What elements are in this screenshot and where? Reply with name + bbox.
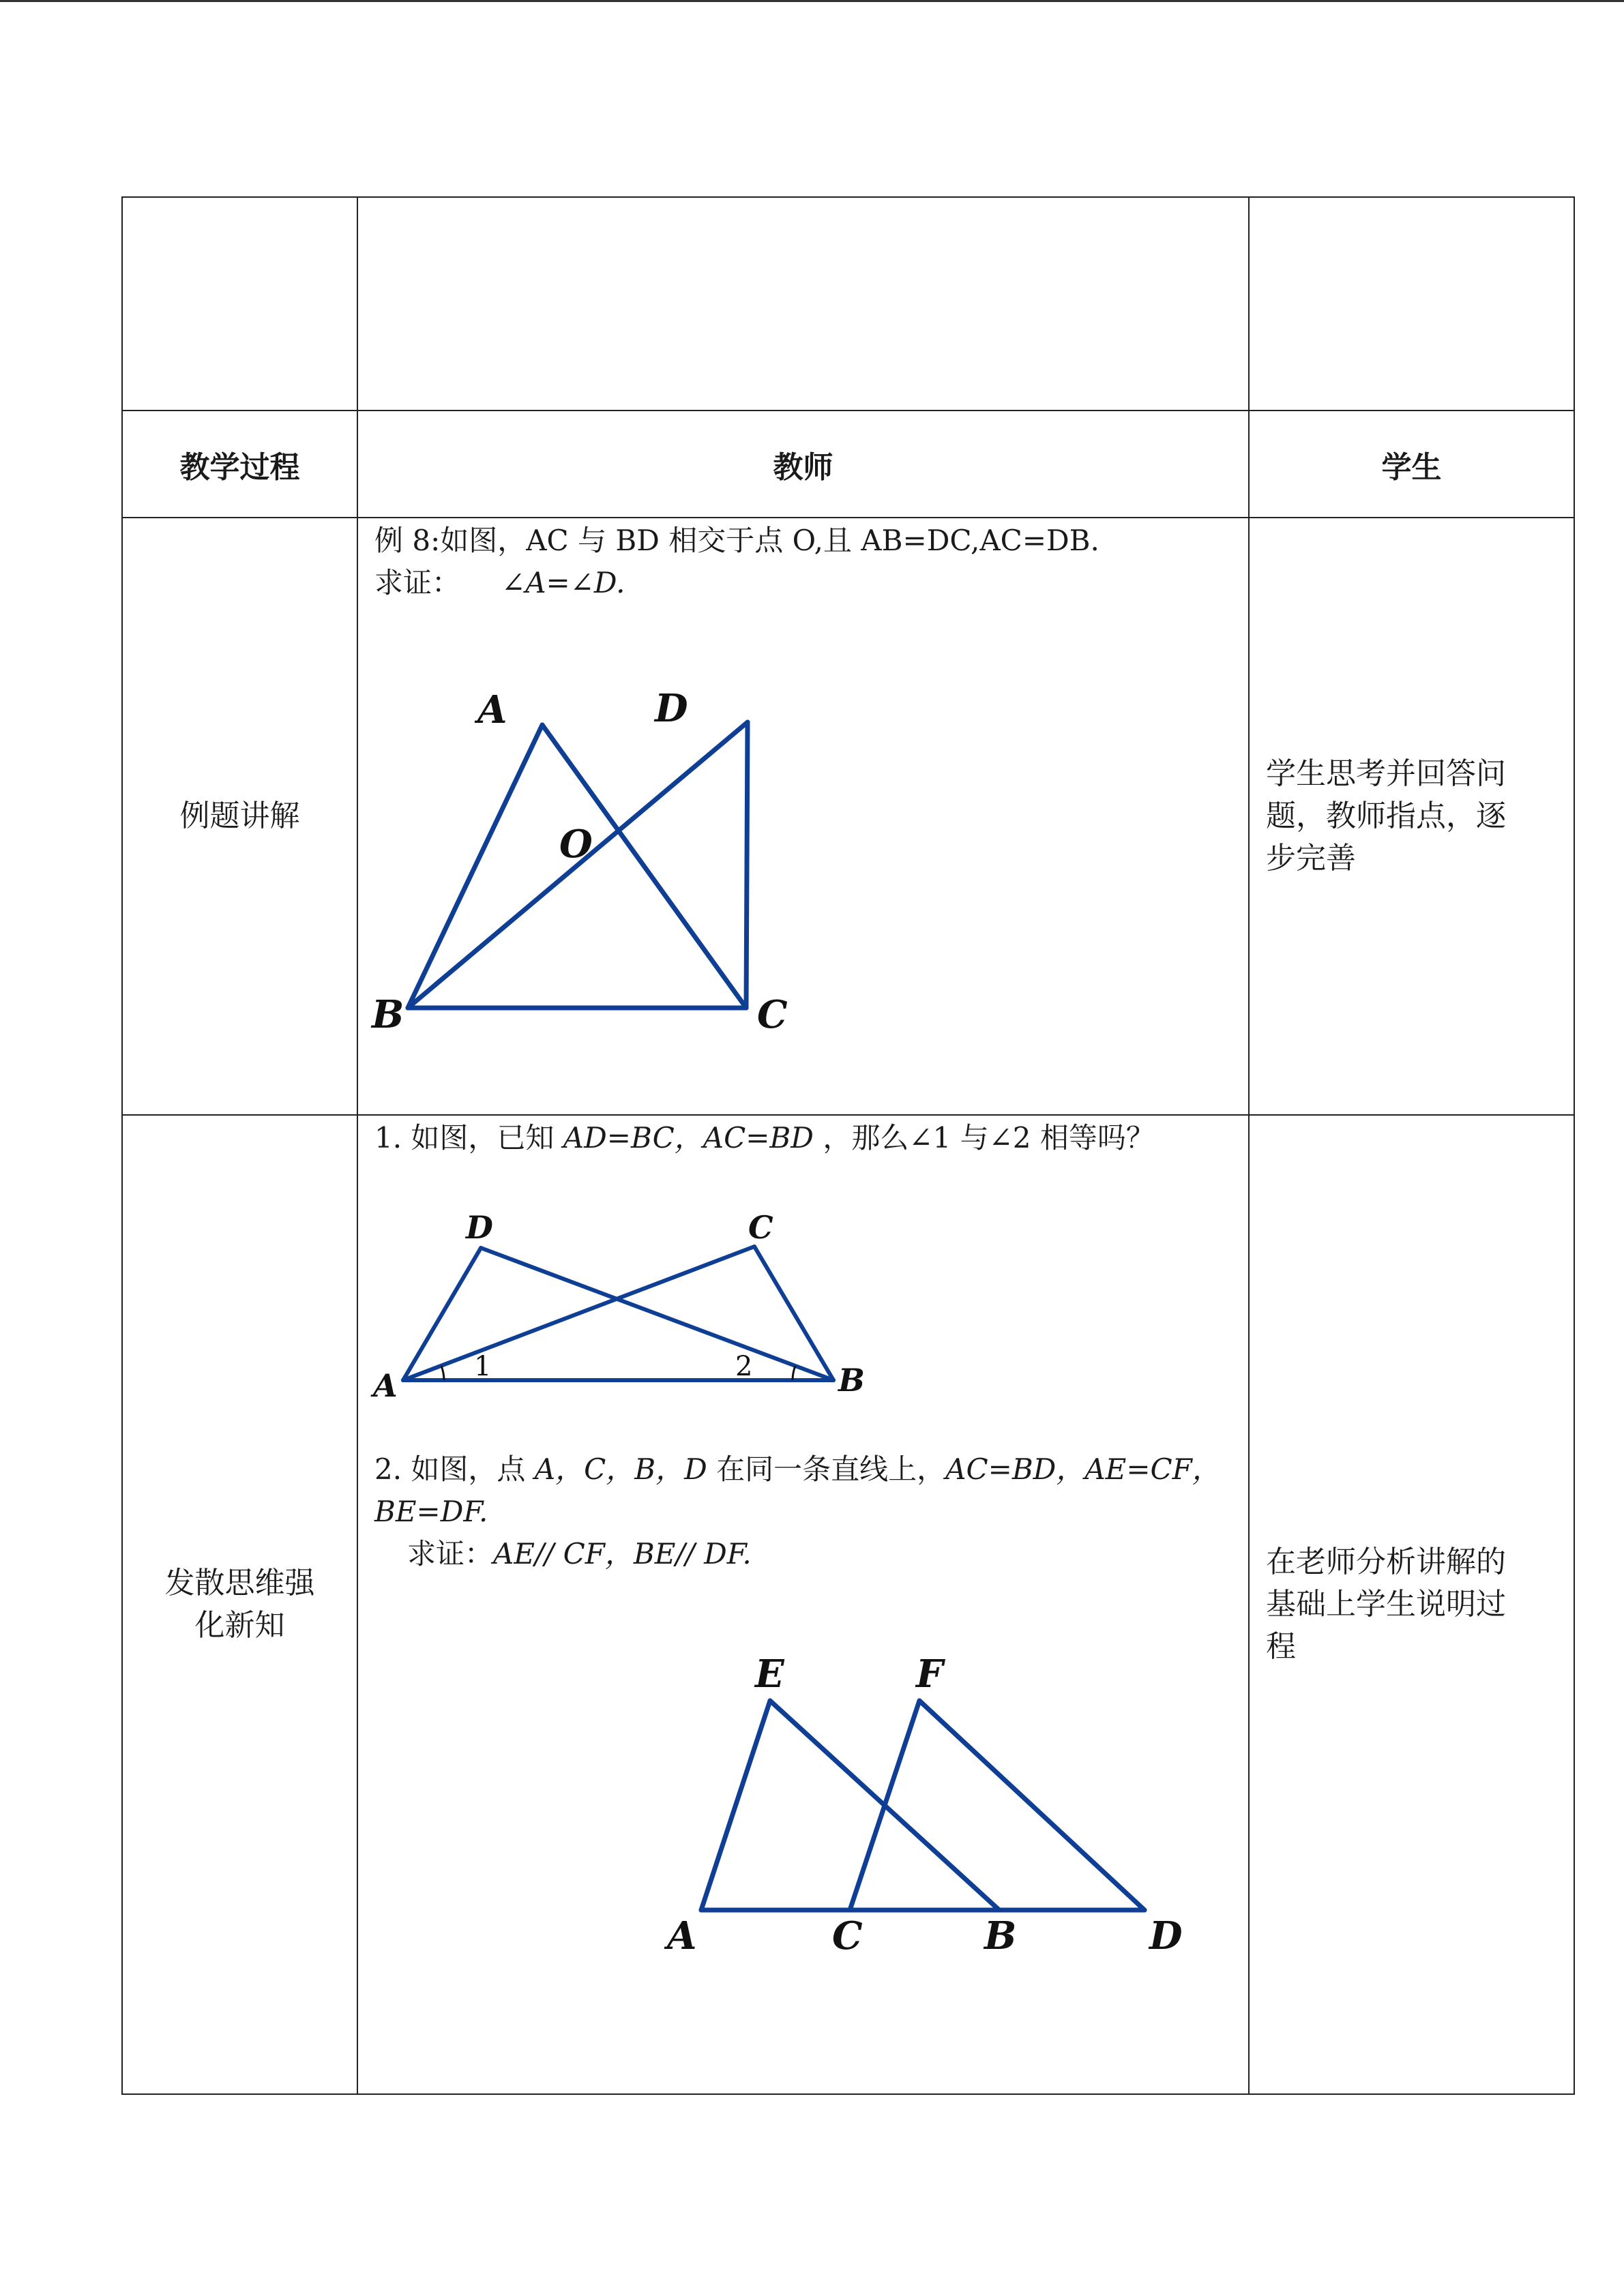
problem-1-question: ，那么∠1 与∠2 相等吗？ [813,1121,1155,1154]
example-statement: 例 8:如图，AC 与 BD 相交于点 O,且 AB=DC,AC=DB. [374,524,1099,557]
teacher-example-cell [357,518,1249,1115]
label-point: B [838,1362,865,1399]
teacher-practice-cell [357,1115,1249,2094]
label-point: C [757,992,788,1037]
label-point: A [477,687,507,732]
figure-lines [701,1701,1145,1910]
problem-2-middle: 在同一条直线上， [707,1452,946,1486]
header-stage: 教学过程 [122,411,357,518]
stage-practice: 发散思维强化新知 [122,1115,357,2094]
label-point: C [748,1209,773,1246]
label-point: E [755,1652,784,1697]
example-row [122,518,1574,1115]
label-point: B [984,1913,1017,1958]
problem-1-prefix: 1. 如图，已知 [374,1121,563,1154]
segment-cf [850,1701,919,1910]
label-point: D [466,1209,493,1246]
proof-statement: AE// CF，BE// DF. [493,1537,752,1570]
blank-cell [357,197,1249,411]
student-response-practice: 在老师分析讲解的基础上学生说明过程 [1249,1115,1574,2094]
label-point: O [559,822,593,867]
segment-fd [919,1701,1145,1910]
blank-cell [122,197,357,411]
label-point: B [372,992,404,1037]
lesson-plan-table [121,196,1575,2095]
label-point: A [373,1367,398,1404]
student-response-example: 学生思考并回答问题，教师指点，逐步完善 [1249,518,1574,1115]
blank-row [122,197,1574,411]
label-point: D [655,686,688,731]
label-point: A [667,1913,697,1958]
angle-2-label: 2 [735,1351,753,1382]
problem-2-given-a: AC=BD，AE=CF， [945,1452,1221,1486]
header-student: 学生 [1249,411,1574,518]
angle-1-label: 1 [474,1351,492,1382]
label-point: D [1149,1913,1183,1958]
segment-ae [701,1701,770,1910]
proof-prefix: 求证： [407,1537,494,1570]
header-row [122,411,1574,518]
segment-dc [746,722,748,1008]
segment-ba [408,725,542,1008]
practice-row [122,1115,1574,2094]
label-point: F [916,1652,943,1697]
triangles-figure-example [358,518,1250,1116]
problem-2-points: A，C，B，D [534,1452,707,1486]
problem-1-given: AD=BC，AC=BD [563,1121,814,1154]
label-point: C [832,1913,863,1958]
stage-example: 例题讲解 [122,518,357,1115]
proof-statement: ∠A=∠D. [501,566,625,599]
problem-2-given-b: BE=DF. [374,1495,488,1528]
blank-cell [1249,197,1574,411]
proof-prefix: 求证： [374,566,461,599]
top-border-line [0,0,1624,2]
header-teacher: 教师 [357,411,1249,518]
problem-2-prefix: 2. 如图，点 [374,1452,535,1486]
triangles-figure-problem-2 [358,1116,1250,2095]
